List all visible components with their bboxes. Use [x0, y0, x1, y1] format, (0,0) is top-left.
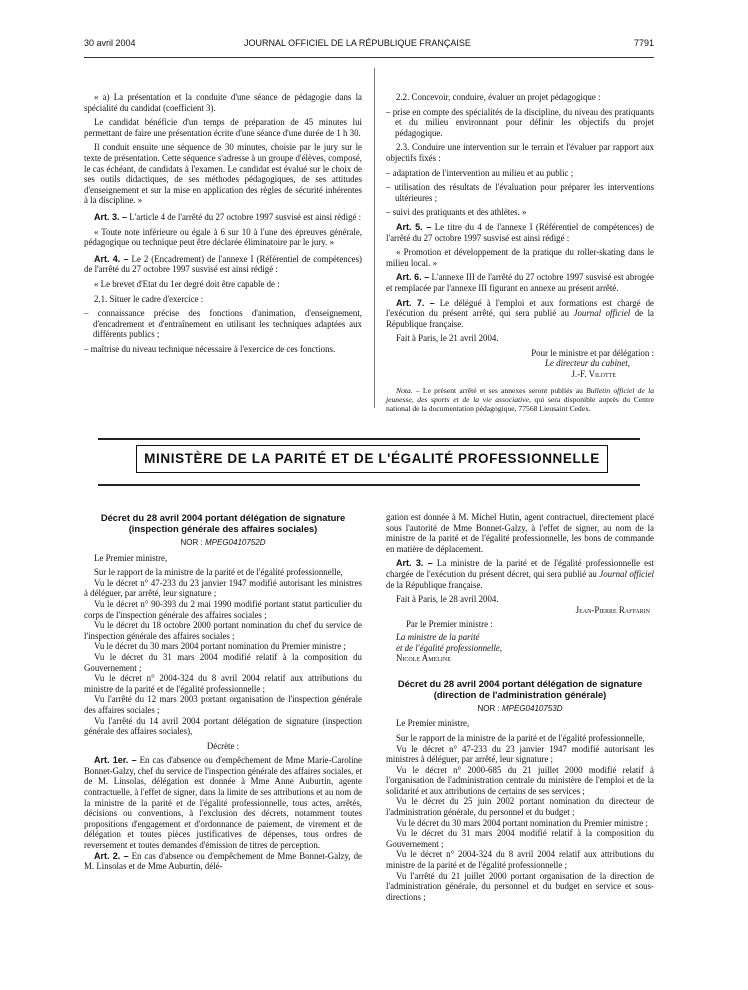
- signer-name: J.-F. Vilotte: [571, 369, 616, 380]
- decree-title: Décret du 28 avril 2004 portant délégation de signature (inspection générale des affaires sociales): [100, 512, 346, 534]
- article-text: L'annexe III de l'arrêté du 27 octobre 1997 susvisé est abrogée et remplacée par l'annexe III figurant en annexe au présent arrêté.: [386, 272, 654, 293]
- paragraph: 2.3. Conduire une intervention sur le terrain et l'évaluer par rapport aux objectifs fixés :: [386, 142, 654, 163]
- paragraph: Le Premier ministre,: [396, 718, 470, 729]
- note: Nota. – Le présent arrêté et ses annexes seront publiés au Bulletin officiel de la jeunesse, des sports et de la vie associative, qui sera disponible auprès du Centre national de la documentation pédagogique, 77568 Lieusaint Cedex.: [386, 385, 654, 414]
- paragraph: Vu le décret n° 2004-324 du 8 avril 2004 relatif aux attributions du ministre de la parité et de l'égalité professionnelle ;: [84, 673, 362, 694]
- decrete: Décrète :: [206, 740, 240, 751]
- signer-role: Le directeur du cabinet,: [545, 358, 630, 369]
- top-left-column: [84, 92, 362, 358]
- ministry-section-banner: [84, 438, 654, 484]
- paragraph: « Toute note inférieure ou égale à 6 sur 10 à l'une des épreuves générale, pédagogique ou technique peut être déclarée éliminatoire par le jury. »: [84, 226, 362, 248]
- minister-role: La ministre de la parité: [396, 631, 480, 642]
- header-page-number: 7791: [633, 38, 654, 48]
- paragraph: Vu le décret du 18 octobre 2000 portant nomination du chef du service de l'inspection générale des affaires sociales ;: [84, 620, 362, 641]
- paragraph: « a) La présentation et la conduite d'une séance de pédagogie dans la spécialité du candidat (coefficient 3).: [84, 92, 362, 113]
- paragraph: Vu l'arrêté du 14 avril 2004 portant délégation de signature (inspection générale des affaires sociales),: [84, 715, 362, 737]
- list-item: – maîtrise du niveau technique nécessaire à l'exercice de ces fonctions.: [84, 343, 336, 354]
- paragraph: 2.2. Concevoir, conduire, évaluer un projet pédagogique :: [396, 92, 601, 102]
- paragraph: Sur le rapport de la ministre de la parité et de l'égalité professionnelle,: [94, 567, 343, 578]
- article-text: de la République française.: [386, 308, 654, 329]
- header-journal: JOURNAL OFFICIEL DE LA RÉPUBLIQUE FRANÇAISE: [244, 38, 471, 48]
- article-3: [386, 558, 654, 590]
- ministry-section-title: MINISTÈRE DE LA PARITÉ ET DE L'ÉGALITÉ PROFESSIONNELLE: [136, 445, 608, 473]
- article-1: [84, 755, 362, 850]
- list-item: – prise en compte des spécialités de la discipline, du niveau des pratiquants et du milieu environnant pour définir les objectifs du projet pédagogique.: [386, 106, 654, 138]
- article-text: Le titre du 4 de l'annexe I (Référentiel de compétences) de l'arrêté du 27 octobre 1997 susvisé est ainsi rédigé :: [386, 221, 654, 243]
- article-text: L'article 4 de l'arrêté du 27 octobre 1997 susvisé est ainsi rédigé :: [127, 211, 362, 222]
- list-item: – adaptation de l'intervention au milieu et au public ;: [386, 167, 574, 178]
- decree-title: Décret du 28 avril 2004 portant délégation de signature (direction de l'administration générale): [397, 677, 643, 700]
- nor-reference: NOR : MPEG0410752D: [180, 538, 266, 547]
- nor-reference: NOR : MPEG0410753D: [477, 703, 563, 713]
- list-item: – suivi des pratiquants et des athlètes. »: [386, 207, 527, 218]
- article-label: Art. 1er. –: [94, 755, 137, 766]
- note-label: Nota.: [396, 385, 413, 395]
- signer-name: Jean-Pierre Raffarin: [575, 604, 650, 615]
- header-rule: [84, 57, 654, 58]
- delegation-line: Pour le ministre et par délégation :: [531, 347, 654, 358]
- journal-name: Journal officiel: [573, 308, 631, 319]
- minister-role: et de l'égalité professionnelle,: [396, 642, 503, 653]
- paragraph: Vu le décret du 30 mars 2004 portant nomination du Premier ministre ;: [94, 641, 346, 652]
- signing-place-date: Fait à Paris, le 28 avril 2004.: [396, 594, 499, 605]
- article-text: Le 2 (Encadrement) de l'annexe I (Référentiel de compétences) de l'arrêté du 27 octobre 1997 susvisé est ainsi rédigé :: [84, 253, 362, 275]
- paragraph: Vu l'arrêté du 21 juillet 2000 portant organisation de la direction de l'administration générale, du personnel et du budget en service et sous-directions ;: [386, 870, 654, 902]
- page-header: [84, 38, 654, 52]
- paragraph: Vu le décret n° 47-233 du 23 janvier 1947 modifié autorisant les ministres à déléguer, par arrêté, leur signature ;: [84, 577, 362, 599]
- paragraph: Le candidat bénéficie d'un temps de préparation de 45 minutes lui permettant de faire une présentation écrite d'une séance d'une durée de 1 h 30.: [84, 117, 362, 138]
- article-label: Art. 5. –: [396, 221, 432, 232]
- paragraph: Vu le décret du 30 mars 2004 portant nomination du Premier ministre ;: [396, 817, 648, 828]
- article-text: Le délégué à l'emploi et aux formations est chargé de l'exécution du présent arrêté, qui sera publié au: [386, 297, 654, 319]
- paragraph: gation est donnée à M. Michel Hutin, agent contractuel, directement placé sous l'autorité de Mme Bonnet-Galzy, à l'effet de signer, au nom de la ministre de la parité et de l'égalité professionnelle, les bons de commande en matière de déplacement.: [386, 512, 654, 554]
- paragraph: « Promotion et développement de la pratique du roller-skating dans le milieu local. »: [386, 247, 654, 268]
- paragraph: Sur le rapport de la ministre de la parité et de l'égalité professionnelle,: [396, 732, 645, 743]
- article-text: En cas d'absence ou d'empêchement de Mme Marie-Caroline Bonnet-Galzy, chef du service de l'inspection générale des affaires sociales, et de M. Linsolas, délégation est donnée à Mme Anne Auburtin, agente contractuelle, à l'effet de signer, dans la limite de ses attributions et au nom de la ministre de la parité et de l'égalité professionnelle, tous actes, arrêtés, décisions ou conventions, à l'exclusion des décrets, notamment toutes propositions d'engagement et d'ordonnance de paiement, de virement et de délégation et toutes pièces justificatives de dépenses, tous ordres de reversement et toutes demandes d'émission de titres de perception.: [84, 755, 362, 851]
- paragraph: « Le brevet d'Etat du 1er degré doit être capable de :: [94, 278, 280, 289]
- article-text: En cas d'absence ou d'empêchement de Mme Bonnet-Galzy, de M. Linsolas et de Mme Auburtin, délé-: [84, 850, 362, 872]
- paragraph: 2.1. Situer le cadre d'exercice :: [94, 293, 204, 304]
- top-right-column: [386, 92, 654, 417]
- article-6: [386, 272, 654, 293]
- column-separator: [374, 68, 375, 408]
- paragraph: Vu le décret n° 47-233 du 23 janvier 1947 modifié autorisant les ministres à déléguer, par arrêté, leur signature ;: [386, 743, 654, 765]
- paragraph: Vu le décret du 31 mars 2004 modifié relatif à la composition du Gouvernement ;: [386, 828, 654, 849]
- paragraph: Vu le décret n° 2000-685 du 21 juillet 2000 modifié relatif à l'organisation de l'administration centrale du ministère de l'emploi et de la solidarité et aux attributions de certains de ses services ;: [386, 764, 654, 796]
- article-text: La ministre de la parité et de l'égalité professionnelle est chargée de l'exécution du présent décret, qui sera publié au: [386, 558, 654, 579]
- minister-name: Nicole Ameline: [396, 653, 451, 664]
- paragraph: Il conduit ensuite une séquence de 30 minutes, choisie par le jury sur le texte de présentation. Cette séquence s'adresse à un groupe d'élèves, composé, le cas échéant, de candidats à l'examen. Le candidat est évalué sur le choix de ses outils didactiques, de ses méthodes pédagogiques, de ses attitudes d'enseignement et sur la mise en application des règles de sécurité inhérentes à la discipline. »: [84, 142, 362, 206]
- paragraph: Vu le décret du 25 juin 2002 portant nomination du directeur de l'administration générale, du personnel et du budget ;: [386, 796, 654, 818]
- article-3: [84, 212, 362, 223]
- article-4: [84, 254, 362, 275]
- article-2: [84, 851, 362, 872]
- article-label: Art. 2. –: [94, 850, 129, 861]
- article-label: Art. 7. –: [396, 297, 435, 308]
- delegation-line: Par le Premier ministre :: [406, 619, 493, 630]
- signing-place-date: Fait à Paris, le 21 avril 2004.: [396, 333, 499, 344]
- list-item: – connaissance précise des fonctions d'animation, d'enseignement, d'encadrement et d'entraînement en utilisant les techniques adaptées aux différents publics ;: [84, 308, 362, 340]
- article-label: Art. 6. –: [396, 272, 430, 283]
- paragraph: Vu le décret n° 2004-324 du 8 avril 2004 relatif aux attributions du ministre de la parité et de l'égalité professionnelle ;: [386, 849, 654, 871]
- article-5: [386, 222, 654, 243]
- paragraph: Le Premier ministre,: [94, 552, 168, 563]
- header-date: 30 avril 2004: [84, 38, 136, 48]
- article-text: de la République française.: [386, 579, 483, 590]
- article-label: Art. 3. –: [94, 211, 128, 222]
- decree-1-column: [84, 512, 362, 876]
- paragraph: Vu l'arrêté du 12 mars 2003 portant organisation de l'inspection générale des affaires sociales ;: [84, 694, 362, 715]
- decree-2-column: [386, 512, 654, 902]
- article-label: Art. 3. –: [396, 558, 433, 569]
- list-item: – utilisation des résultats de l'évaluation pour préparer les interventions ultérieures ;: [386, 182, 654, 203]
- journal-name: Journal officiel: [599, 568, 654, 579]
- article-label: Art. 4. –: [94, 253, 129, 264]
- paragraph: Vu le décret n° 90-393 du 2 mai 1990 modifié portant statut particulier du corps de l'inspection générale des affaires sociales ;: [84, 598, 362, 620]
- paragraph: Vu le décret du 31 mars 2004 modifié relatif à la composition du Gouvernement ;: [84, 651, 362, 673]
- article-7: [386, 298, 654, 330]
